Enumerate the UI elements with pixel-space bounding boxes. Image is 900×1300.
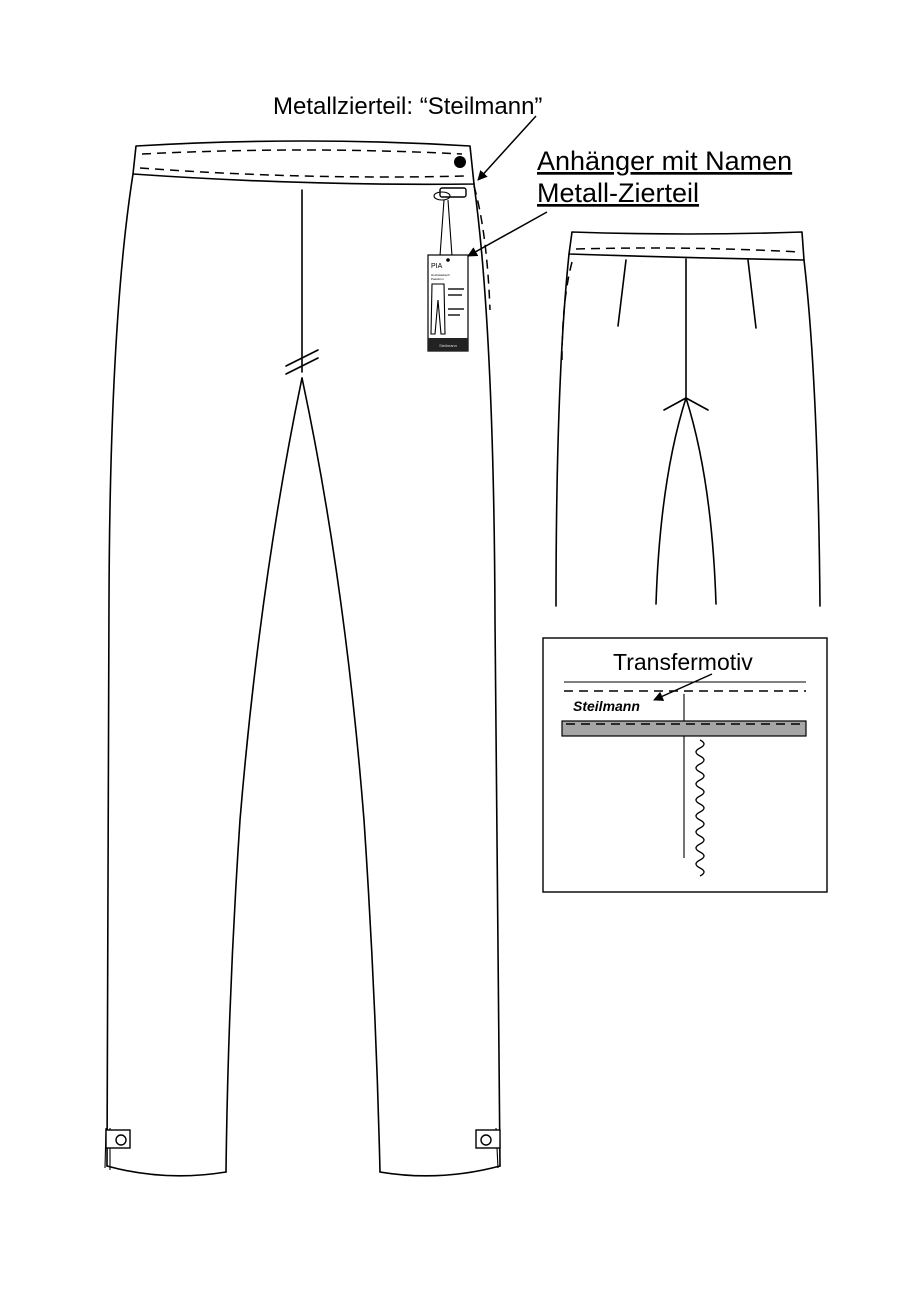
label-metal-piece: Metallzierteil: “Steilmann” <box>273 93 543 120</box>
tag-text-block-3 <box>448 308 464 310</box>
right-hem-button-icon <box>481 1135 491 1145</box>
tag-text-block-2 <box>448 294 462 296</box>
waistband-topstitch-upper <box>142 150 462 154</box>
tag-string <box>440 200 444 256</box>
back-waistband <box>569 232 804 260</box>
back-right-outer-seam <box>804 260 820 606</box>
detail-frame <box>543 638 827 892</box>
left-inseam <box>226 378 302 1172</box>
tag-line-2: Passform <box>431 277 444 281</box>
right-leg-outer-seam <box>474 184 500 1166</box>
label-transfer: Transfermotiv <box>613 649 753 675</box>
tag-string-2 <box>448 200 452 256</box>
waistband-topstitch-lower <box>140 168 466 177</box>
back-right-inseam <box>686 398 716 604</box>
left-hem-button-icon <box>116 1135 126 1145</box>
transfer-detail-box <box>543 638 827 892</box>
back-waistband-topstitch <box>576 248 800 252</box>
back-left-inseam <box>656 398 686 604</box>
tag-hole-icon <box>446 258 450 262</box>
brand-script-transfer: Steilmann <box>573 698 640 714</box>
left-leg-outer-seam <box>107 174 133 1166</box>
back-view-trousers <box>556 232 820 606</box>
tag-name: PIA <box>431 263 443 270</box>
front-waistband <box>133 141 474 184</box>
tag-text-block-1 <box>448 288 464 290</box>
right-hem <box>380 1166 500 1176</box>
back-left-outer-seam <box>556 254 569 606</box>
arrow-to-metal-piece <box>478 116 536 180</box>
right-inseam <box>302 378 380 1172</box>
back-right-dart <box>748 260 756 328</box>
tag-text-block-4 <box>448 314 460 316</box>
back-left-dart <box>618 260 626 326</box>
left-hem <box>107 1166 226 1176</box>
tag-footer: Steilmann <box>439 343 457 348</box>
label-hang-tag-line1: Anhänger mit Namen <box>537 146 793 176</box>
hang-tag <box>428 200 468 351</box>
waistband-button-icon <box>454 156 466 168</box>
tag-line-1: Hochelastisch <box>431 273 450 277</box>
label-hang-tag-line2: Metall-Zierteil <box>537 178 700 208</box>
